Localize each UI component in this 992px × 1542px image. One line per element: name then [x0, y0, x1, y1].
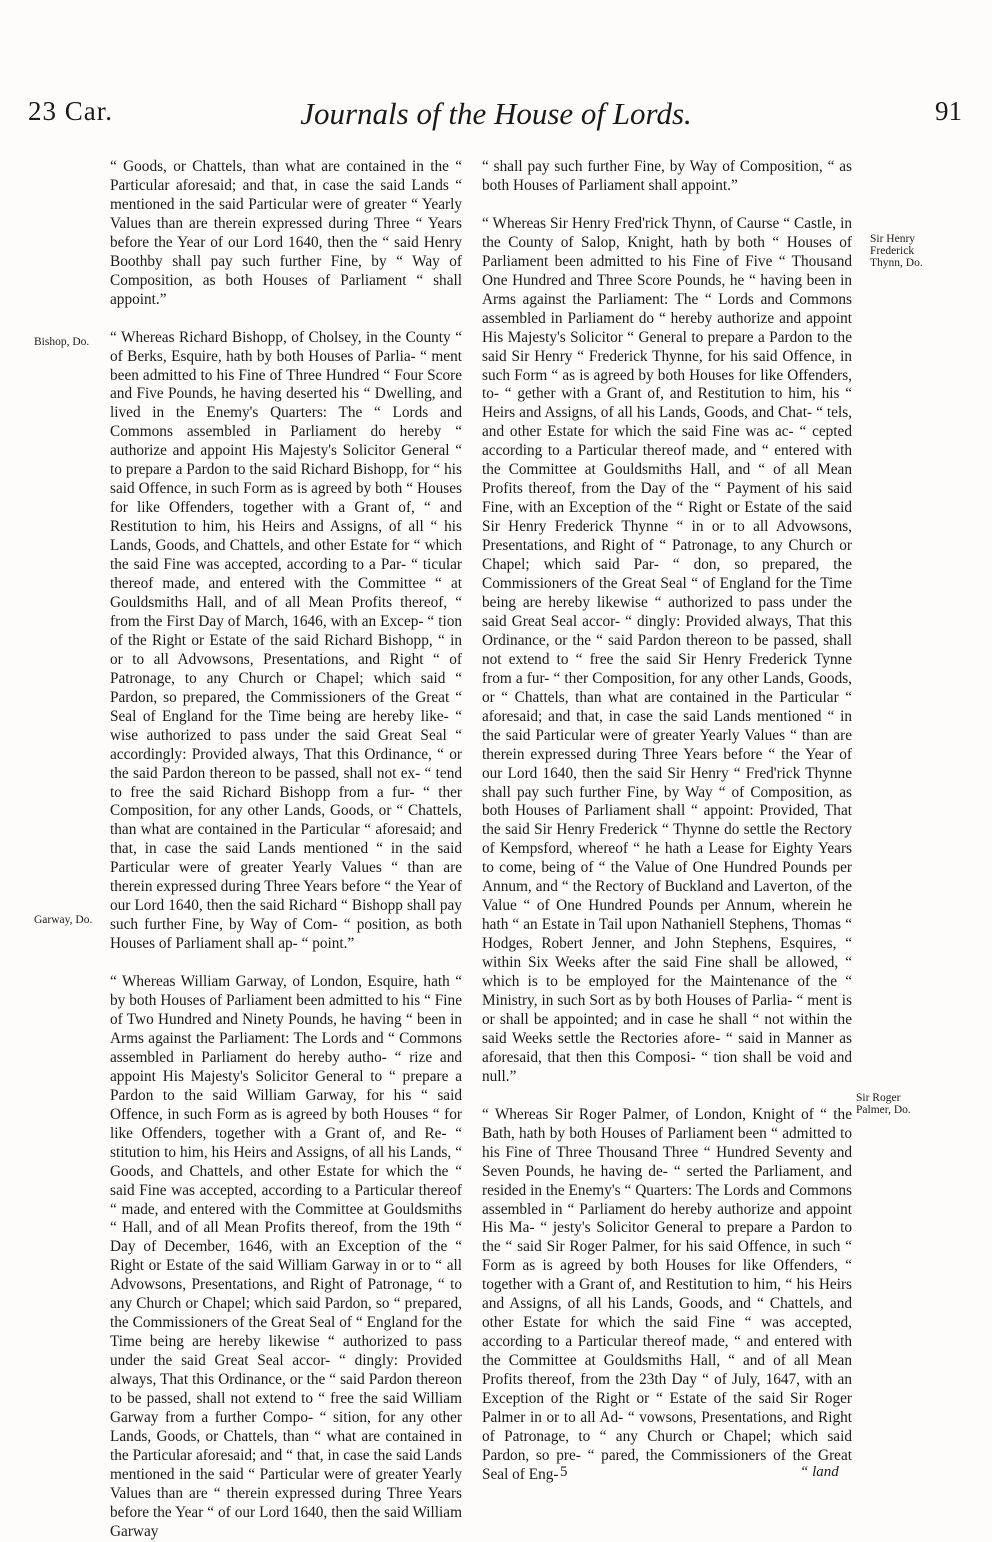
- bishopp-ordinance: “ Whereas Richard Bishopp, of Cholsey, in the County “ of Berks, Esquire, hath by both Houses of Parlia- “ ment been admitted to his Fine of Three Hundred “ Four Score and Five Pounds, he having deserted his “ Dwelling, and lived in the Enemy's Quarters: The “ Lords and Commons assembled in Parliament do hereby “ authorize and appoint His Majesty's Solicitor General “ to prepare a Pardon to the said Richard Bishopp, for “ his said Offence, in such Form as is agreed by both “ Houses for like Offenders, together with a Grant of, “ and Restitution to him, his Heirs and Assigns, of all “ his Lands, Goods, and Chattels, and other Estate for “ which the said Fine was accepted, according to a Par- “ ticular thereof made, and entered with the Committee “ at Gouldsmiths Hall, and of all Mean Profits thereof, “ from the First Day of March, 1646, with an Excep- “ tion of the Right or Estate of the said Richard Bishopp, “ in or to all Advowsons, Presentations, and Right “ of Patronage, to any Church or Chapel; which said “ Pardon, so prepared, the Commissioners of the Great “ Seal of England for the Time being are hereby like- “ wise authorized to pass under the said Great Seal “ accordingly: Provided always, That this Ordinance, “ or the said Pardon thereon to be passed, shall not ex- “ tend to free the said Richard Bishopp from a fur- “ ther Composition, for any other Lands, Goods, or “ Chattels, than what are contained in the Particular “ aforesaid; and that, in case the said Lands mentioned “ in the said Particular were of greater Yearly Values “ than are therein expressed during Three Years before “ the Year of our Lord 1640, then the said Richard “ Bishopp shall pay such further Fine, by Way of Com- “ position, as both Houses of Parliament shall ap- “ point.”: [110, 328, 462, 953]
- header-title: Journals of the House of Lords.: [300, 96, 692, 131]
- garway-ordinance: “ Whereas William Garway, of London, Esquire, hath “ by both Houses of Parliament been admitted to his “ Fine of Two Hundred and Ninety Pounds, he having “ been in Arms against the Parliament: The Lords and “ Commons assembled in Parliament do hereby autho- “ rize and appoint His Majesty's Solicitor General to “ prepare a Pardon to the said William Garway, for his “ said Offence, in such Form as is agreed by both Houses “ for like Offenders, together with a Grant of, and Re- “ stitution to him, his Heirs and Assigns, of all his Lands, “ Goods, and Chattels, and other Estate for which the “ said Fine was accepted, according to a Particular thereof “ made, and entered with the Committee at Gouldsmiths “ Hall, and of all Mean Profits thereof, from the 19th “ Day of December, 1646, with an Exception of the “ Right or Estate of the said William Garway in or to “ all Advowsons, Presentations, and Right of Patronage, “ to any Church or Chapel; which said Pardon, so “ prepared, the Commissioners of the Great Seal of “ England for the Time being are hereby likewise “ authorized to pass under the said Great Seal accor- “ dingly: Provided always, That this Ordinance, or the “ said Pardon thereon to be passed, shall not extend to “ free the said William Garway from a further Compo- “ sition, for any other Lands, Goods, or Chattels, than “ what are contained in the Particular aforesaid; and “ that, in case the said Lands mentioned in the said “ Particular were of greater Yearly Values than are “ therein expressed during Three Years before the Year “ of our Lord 1640, then the said William Garway: [110, 973, 462, 1540]
- page-number: 91: [935, 96, 962, 126]
- left-column: [110, 158, 462, 1542]
- catchword: “ land: [800, 1464, 839, 1480]
- signature-mark: 5: [560, 1464, 568, 1480]
- garway-conclusion: “ shall pay such further Fine, by Way of Composition, “ as both Houses of Parliament shall appoint.”: [482, 158, 852, 194]
- right-column: [482, 158, 852, 1485]
- thynn-ordinance: “ Whereas Sir Henry Fred'rick Thynn, of Caurse “ Castle, in the County of Salop, Knight, hath by both “ Houses of Parliament been admitted to his Fine of Five “ Thousand One Hundred and Three Score Pounds, he “ having been in Arms against the Parliament: The “ Lords and Commons assembled in Parliament do “ hereby authorize and appoint His Majesty's Solicitor “ General to prepare a Pardon to the said Sir Henry “ Frederick Thynne, for his said Offence, in such Form “ as is agreed by both Houses for like Offenders, to- “ gether with a Grant of, and Restitution to him, his “ Heirs and Assigns, of all his Lands, Goods, and Chat- “ tels, and other Estate for which the said Fine was ac- “ cepted according to a Particular thereof made, and “ entered with the Committee at Gouldsmiths Hall, and “ of all Mean Profits thereof, from the Day of the “ Payment of his said Fine, with an Exception of the “ Right or Estate of the said Sir Henry Frederick Thynne “ in or to all Advowsons, Presentations, and Right of “ Patronage, to any Church or Chapel; which said Par- “ don, so prepared, the Commissioners of the Great Seal “ of England for the Time being are hereby likewise “ authorized to pass under the said Great Seal accor- “ dingly: Provided always, That this Ordinance, or the “ said Pardon thereon to be passed, shall not extend to “ free the said Sir Henry Frederick Tynne from a fur- “ ther Composition, for any other Lands, Goods, or “ Chattels, than what are contained in the Particular “ aforesaid; and that, in case the said Lands mentioned “ in the said Particular were of greater Yearly Values “ than are therein expressed during Three Years before “ the Year of our Lord 1640, then the said Sir Henry “ Fred'rick Thynne shall pay such further Fine, by Way “ of Composition, as both Houses of Parliament shall “ appoint: Provided, That the said Sir Henry Frederick “ Thynne do settle the Rectory of Kempsford, whereof “ he hath a Lease for Eighty Years to come, being of “ the Value of One Hundred Pounds per Annum, and “ the Rectory of Buckland and Laverton, of the Value “ of One Hundred Pounds per Annum, wherein he hath “ an Estate in Tail upon Nathaniell Stephens, Thomas “ Hodges, Robert Jenner, and John Stephens, Esquires, “ within Six Weeks after the said Fine shall be allowed, “ which is to be employed for the Maintenance of the “ Ministry, in such Sort as by both Houses of Parlia- “ ment is or shall be appointed; and in case he shall “ not within the said Weeks settle the Rectories afore- “ said in Manner as aforesaid, that then this Composi- “ tion shall be void and null.”: [482, 214, 852, 1085]
- margin-note-garway: Garway, Do.: [34, 914, 93, 926]
- palmer-ordinance: “ Whereas Sir Roger Palmer, of London, Knight of “ the Bath, hath by both Houses of Parliament been “ admitted to his Fine of Three Thousand Three “ Hundred Seventy and Seven Pounds, he having de- “ serted the Parliament, and resided in the Enemy's “ Quarters: The Lords and Commons assembled in “ Parliament do hereby authorize and appoint His Ma- “ jesty's Solicitor General to prepare a Pardon to the “ said Sir Roger Palmer, for his said Offence, in such “ Form as is agreed by both Houses for like Offenders, “ together with a Grant of, and Restitution to him, “ his Heirs and Assigns, of all his Lands, Goods, and “ Chattels, and other Estate for which the said Fine “ was accepted, according to a Particular thereof made, “ and entered with the Committee at Gouldsmiths Hall, “ and of all Mean Profits thereof, from the 23th Day “ of July, 1647, with an Exception of the Right or “ Estate of the said Sir Roger Palmer in or to all Ad- “ vowsons, Presentations, and Right of Patronage, to “ any Church or Chapel; which said Pardon, so pre- “ pared, the Commissioners of the Great Seal of Eng-: [482, 1105, 852, 1483]
- margin-note-bishop: Bishop, Do.: [34, 336, 90, 348]
- margin-note-palmer: Sir Roger Palmer, Do.: [856, 1092, 911, 1116]
- header-regnal-year: 23 Car.: [28, 96, 113, 126]
- page-header: [0, 96, 992, 140]
- margin-note-thynn: Sir Henry Frederick Thynn, Do.: [870, 233, 923, 269]
- boothby-conclusion: “ Goods, or Chattels, than what are contained in the “ Particular aforesaid; and that, in case the said Lands “ mentioned in the said Particular were of greater “ Yearly Values than are therein expressed during Three “ Years before the Year of our Lord 1640, then the “ said Henry Boothby shall pay such further Fine, by “ Way of Composition, as both Houses of Parliament “ shall appoint.”: [110, 158, 462, 308]
